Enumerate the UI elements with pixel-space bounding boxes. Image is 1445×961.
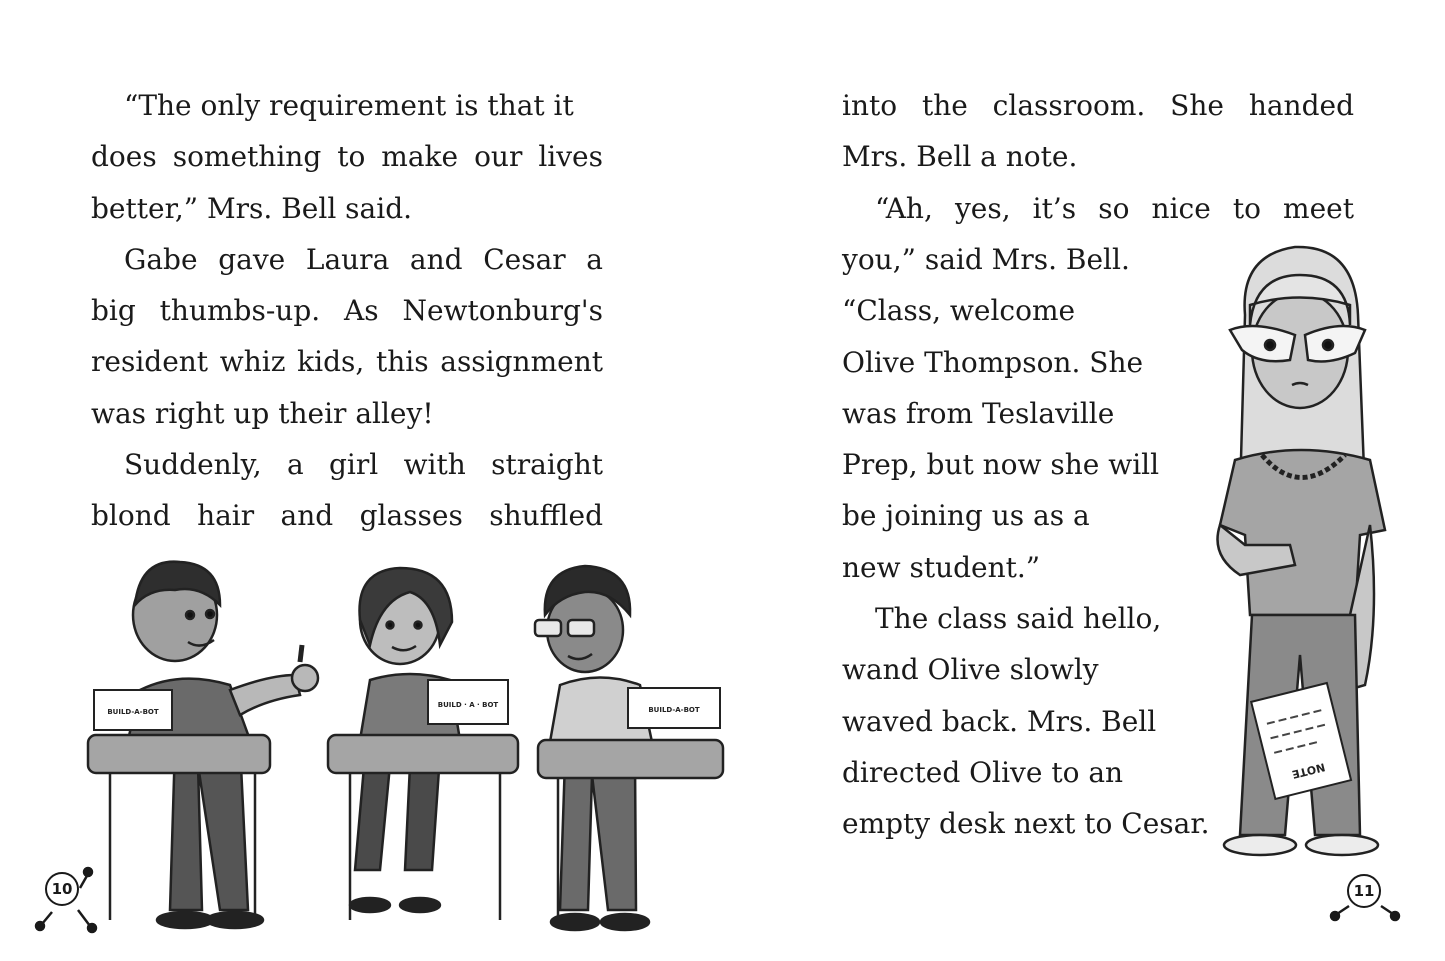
text-line: Prep, but now she will (842, 448, 1160, 482)
text-line: better,” Mrs. Bell said. (91, 191, 413, 225)
page-number: 10 (45, 872, 79, 906)
text-line: resident whiz kids, this assignment (91, 345, 603, 379)
text-line: The class said hello, (875, 602, 1162, 636)
sign-text: BUILD · A · BOT (437, 701, 499, 709)
sign-text: BUILD-A-BOT (648, 706, 700, 714)
text-line: Olive Thompson. She (842, 345, 1144, 379)
page-number: 11 (1347, 874, 1381, 908)
text-line: “The only requirement is that it (124, 89, 574, 122)
text-line: directed Olive to an (842, 755, 1124, 789)
classroom-kids-illustration (80, 550, 725, 950)
text-line: does something to make our lives (91, 140, 603, 174)
text-line: wand Olive slowly (842, 653, 1099, 687)
text-line: Mrs. Bell a note. (842, 140, 1078, 174)
text-line: you,” said Mrs. Bell. (842, 243, 1130, 276)
left-page-text (91, 80, 603, 542)
text-line: was from Teslaville (842, 396, 1115, 430)
olive-illustration (1200, 235, 1445, 875)
text-line: Suddenly, a girl with straight (124, 448, 603, 482)
right-page-text-column (842, 234, 1242, 850)
text-line: empty desk next to Cesar. (842, 807, 1210, 841)
note-label: NOTE (1290, 760, 1327, 781)
right-page (722, 0, 1445, 961)
text-line: Gabe gave Laura and Cesar a (124, 242, 603, 276)
sign-text: BUILD-A-BOT (107, 708, 159, 716)
text-line: blond hair and glasses shuffled (91, 499, 603, 533)
text-line: was right up their alley! (91, 396, 434, 430)
right-page-text-top (842, 80, 1354, 234)
text-line: “Class, welcome (842, 294, 1076, 328)
text-line: waved back. Mrs. Bell (842, 704, 1157, 738)
text-line: into the classroom. She handed (842, 89, 1354, 122)
text-line: “Ah, yes, it’s so nice to meet (875, 191, 1354, 225)
left-page (0, 0, 722, 961)
text-line: be joining us as a (842, 499, 1090, 533)
text-line: new student.” (842, 550, 1041, 584)
text-line: big thumbs-up. As Newtonburg's (91, 294, 603, 328)
